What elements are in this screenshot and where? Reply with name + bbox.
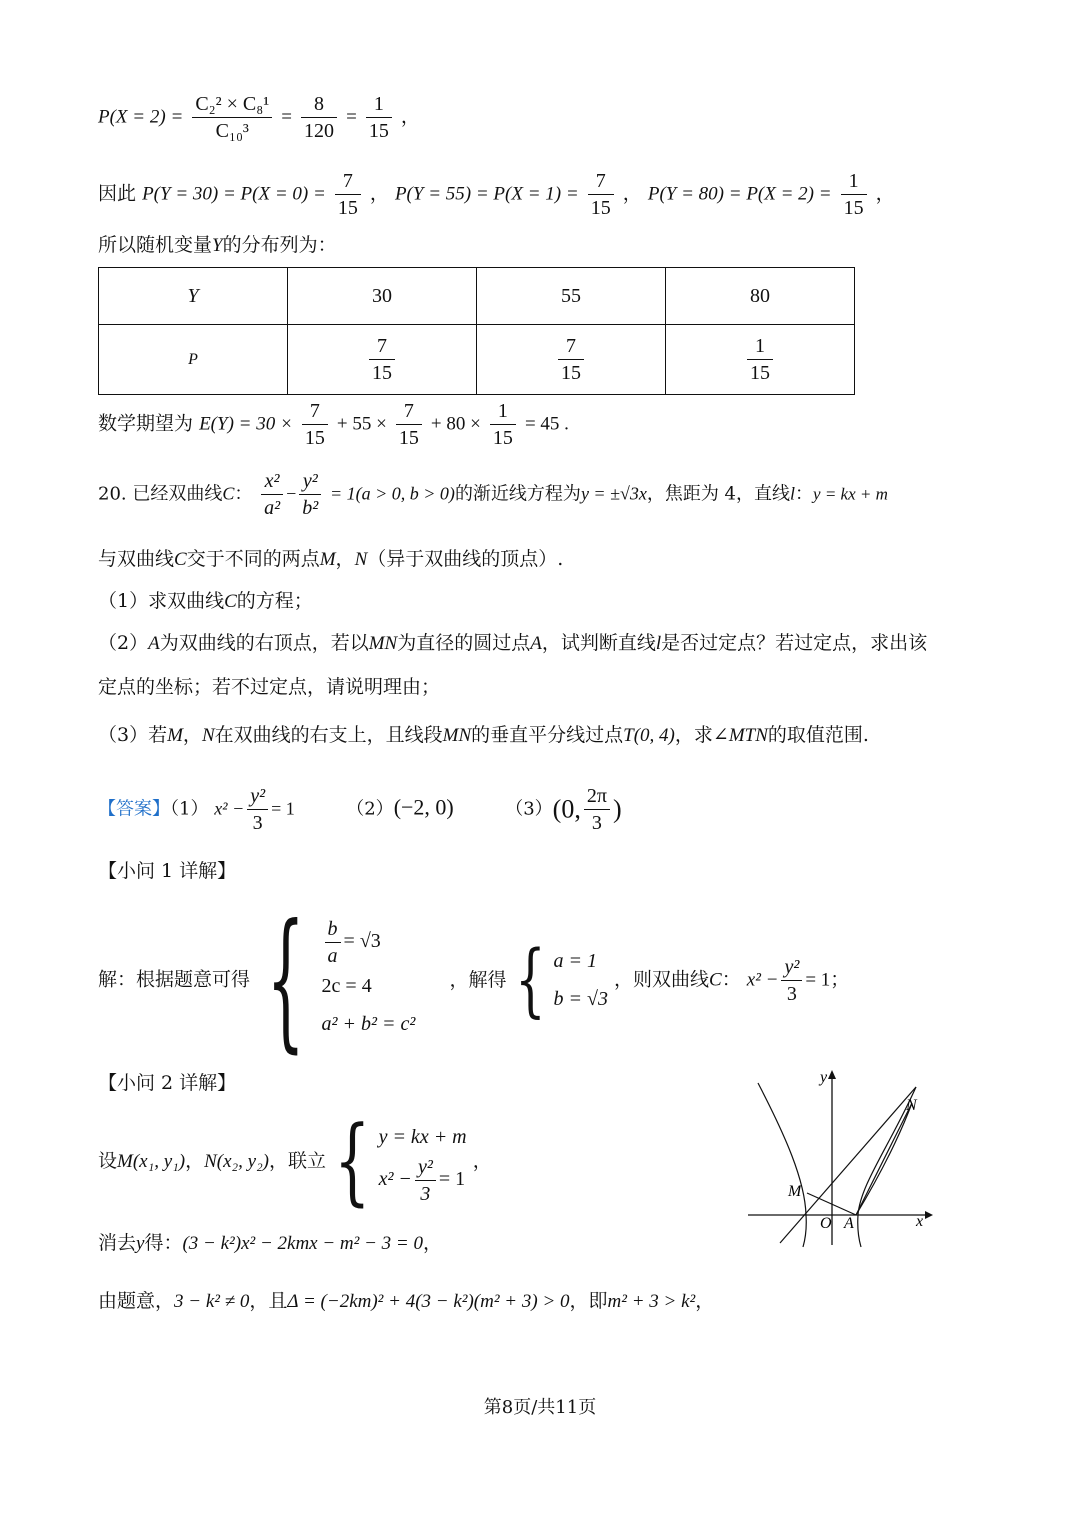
text: ，联立 <box>269 1150 327 1172</box>
solution-system <box>553 942 607 1018</box>
q20-part-1 <box>98 592 313 611</box>
frac-den: 3 <box>591 812 602 834</box>
left-brace: { <box>266 893 305 1067</box>
fraction <box>584 785 610 834</box>
sub2-condition <box>98 1292 714 1311</box>
expr: = 1 <box>438 1168 466 1191</box>
fraction <box>558 335 584 384</box>
text: ，试判断直线 <box>541 632 656 654</box>
var: C <box>222 483 235 504</box>
frac-den: a <box>327 944 338 967</box>
x-axis-label: x <box>916 1213 924 1230</box>
frac-num: 2π <box>584 785 610 810</box>
expr: E(Y) = 30 × <box>199 413 293 435</box>
expr: (−2, 0) <box>393 794 454 820</box>
fraction <box>335 170 361 219</box>
text: 的取值范围. <box>767 724 869 746</box>
fraction <box>302 400 328 449</box>
table-cell: P <box>99 325 288 395</box>
frac-num: 7 <box>335 170 361 195</box>
text: ，即 <box>569 1290 608 1312</box>
answer-line <box>98 785 622 834</box>
var: C <box>224 591 237 612</box>
sub2-title <box>98 1074 236 1093</box>
line-p-x2 <box>98 93 420 142</box>
var-y: Y <box>212 235 223 256</box>
minus: − <box>286 483 297 504</box>
system-row: a² + b² = c² <box>321 1012 416 1035</box>
expr: + 80 × <box>430 413 481 435</box>
origin-label: O <box>820 1215 832 1232</box>
segment-an <box>856 1103 912 1215</box>
equation-system <box>379 1118 467 1205</box>
table-cell: 30 <box>288 268 477 325</box>
text: ： <box>721 968 741 991</box>
var: MN <box>442 725 472 746</box>
text: 由题意， <box>98 1290 175 1312</box>
var: M <box>319 549 336 570</box>
fraction <box>415 1156 436 1205</box>
fraction-1-15 <box>366 93 392 142</box>
text: （3）若 <box>98 724 168 746</box>
frac-den: 15 <box>368 120 389 142</box>
table-cell <box>477 325 666 395</box>
frac-num: y² <box>299 470 321 495</box>
frac-num: 7 <box>558 335 584 360</box>
frac-den: a² <box>264 497 281 519</box>
table-cell <box>666 325 855 395</box>
frac-den: 15 <box>843 197 864 219</box>
text: 的方程； <box>236 590 313 612</box>
expr-3: P(Y = 80) = P(X = 2) = <box>647 183 832 205</box>
answer-tag: 【答案】 <box>98 798 170 820</box>
text: ， <box>335 548 355 570</box>
frac-num: 7 <box>369 335 395 360</box>
expr: = 1 <box>271 798 295 819</box>
q20-part-2 <box>98 634 927 653</box>
var: A <box>148 633 160 654</box>
sub1-solution <box>98 893 850 1067</box>
frac-num: y² <box>781 956 802 981</box>
expr: y = ±√3x <box>580 483 647 504</box>
var: N <box>201 725 215 746</box>
comma: ， <box>400 105 420 128</box>
text: （异于双曲线的顶点）. <box>367 548 564 570</box>
fraction <box>247 785 268 834</box>
left-brace: { <box>514 933 546 1026</box>
text: 交于不同的两点 <box>186 548 320 570</box>
frac-den: 120 <box>304 120 335 142</box>
p-x2-lhs: P(X = 2) = <box>98 106 184 128</box>
table-row <box>99 325 855 395</box>
section-title: 【小问 2 详解】 <box>98 1072 237 1094</box>
text: ： <box>795 483 814 505</box>
fraction <box>747 335 773 384</box>
line-therefore <box>98 170 895 219</box>
expr: y = kx + m <box>813 484 888 504</box>
var: l <box>655 633 662 654</box>
separator: ， <box>875 182 895 205</box>
text: ，则双曲线 <box>614 968 710 991</box>
text: （3） <box>505 798 553 820</box>
frac-den: 15 <box>561 362 581 384</box>
text: 的分布列为： <box>222 234 337 256</box>
frac-den: 15 <box>372 362 392 384</box>
frac-num: 7 <box>588 170 614 195</box>
system-row: y = kx + m <box>378 1126 467 1148</box>
table-row <box>99 268 855 325</box>
text: 与双曲线 <box>98 548 175 570</box>
frac-num: 1 <box>747 335 773 360</box>
frac-den: 15 <box>304 427 325 449</box>
text: 在双曲线的右支上，且线段 <box>214 724 443 746</box>
text: ，解得 <box>449 968 507 991</box>
frac-num: 7 <box>302 400 328 425</box>
expr-2: P(Y = 55) = P(X = 1) = <box>394 183 579 205</box>
page-footer: 第8页/共11页 <box>483 1397 597 1418</box>
expr: ) <box>612 794 622 824</box>
text: 20. 已经双曲线 <box>98 483 223 505</box>
frac-num: C₂² × C₈¹ <box>192 93 272 118</box>
fraction <box>261 470 283 519</box>
sub1-title <box>98 862 236 881</box>
frac-den: 3 <box>420 1183 431 1205</box>
therefore-prefix: 因此 <box>98 182 137 205</box>
table-cell: Y <box>99 268 288 325</box>
eq-sign: = <box>346 106 357 128</box>
line-dist-intro <box>98 236 337 255</box>
text: （1） <box>170 798 209 820</box>
frac-den: 15 <box>337 197 358 219</box>
q20-line-1 <box>98 470 888 519</box>
expr: ∠MTN <box>712 725 768 746</box>
fraction <box>396 400 422 449</box>
frac-num: 1 <box>366 93 392 118</box>
expr: = 1(a > 0, b > 0) <box>330 483 455 504</box>
system-row: b = √3 <box>553 988 608 1010</box>
line-expectation <box>98 400 569 449</box>
text: ，求 <box>674 724 713 746</box>
expr: 3 − k² ≠ 0 <box>174 1291 250 1312</box>
frac-den: 3 <box>786 982 797 1005</box>
section-title: 【小问 1 详解】 <box>98 860 237 882</box>
text: ， <box>472 1150 492 1172</box>
separator: ， <box>622 182 642 205</box>
frac-den: 15 <box>750 362 770 384</box>
frac-num: 7 <box>396 400 422 425</box>
frac-num: b <box>325 918 341 943</box>
expr: (0, <box>552 794 581 824</box>
hyperbola-figure <box>740 1065 940 1255</box>
point-m-label: M <box>788 1183 802 1200</box>
text: ， <box>423 1232 443 1254</box>
point-a-label: A <box>844 1215 854 1232</box>
var: l <box>790 483 796 504</box>
system-row <box>322 918 416 967</box>
text: ， <box>695 1290 715 1312</box>
expr: + 55 × <box>336 413 387 435</box>
frac-den: b² <box>302 497 319 519</box>
expr: (3 − k²)x² − 2kmx − m² − 3 = 0 <box>182 1233 423 1254</box>
text: ， <box>182 724 202 746</box>
fraction <box>781 956 802 1005</box>
fraction <box>490 400 516 449</box>
text: ，焦距为 4，直线 <box>646 483 791 505</box>
combination-fraction <box>192 93 272 142</box>
expr: T(0, 4) <box>623 725 675 746</box>
frac-num: x² <box>261 470 283 495</box>
expr: = 45 . <box>524 413 569 435</box>
frac-num: 1 <box>841 170 867 195</box>
text: 得： <box>144 1232 183 1254</box>
var: C <box>709 969 722 991</box>
left-brace: { <box>334 1106 371 1216</box>
text: 为直径的圆过点 <box>397 632 531 654</box>
frac-den: C₁₀³ <box>215 120 249 142</box>
x-axis-arrow <box>925 1211 933 1219</box>
sub2-eliminate <box>98 1234 442 1253</box>
text: （1）求双曲线 <box>98 590 225 612</box>
var: C <box>174 549 187 570</box>
table-cell: 80 <box>666 268 855 325</box>
frac-num: y² <box>415 1156 436 1181</box>
frac-den: 15 <box>590 197 611 219</box>
var: y <box>136 1233 145 1254</box>
var: N <box>354 549 368 570</box>
expr: x² − <box>214 798 245 819</box>
text: ， <box>185 1150 205 1172</box>
frac-den: 3 <box>252 812 263 834</box>
left-branch <box>758 1083 806 1247</box>
var: A <box>530 633 542 654</box>
point-n-label: N <box>906 1097 917 1114</box>
q20-part-2-cont <box>98 678 440 697</box>
table-cell: 55 <box>477 268 666 325</box>
q20-part-3 <box>98 726 869 745</box>
expr: Δ = (−2km)² + 4(3 − k²)(m² + 3) > 0 <box>287 1291 570 1312</box>
system-row: a = 1 <box>553 950 597 972</box>
text: 的渐近线方程为 <box>454 483 581 505</box>
separator: ， <box>369 182 389 205</box>
frac-num: 1 <box>490 400 516 425</box>
eq-sign: = <box>281 106 292 128</box>
expr: N(x₂, y₂) <box>204 1151 269 1172</box>
expr: = 1； <box>805 969 850 991</box>
frac-den: 15 <box>492 427 513 449</box>
text: ： <box>234 483 253 505</box>
text: 数学期望为 <box>98 412 194 435</box>
text: 的垂直平分线过点 <box>471 724 624 746</box>
expr: = √3 <box>343 929 381 952</box>
text: ，且 <box>249 1290 288 1312</box>
text: 消去 <box>98 1232 137 1254</box>
frac-den: 15 <box>398 427 419 449</box>
text: 定点的坐标；若不过定点，请说明理由； <box>98 676 441 698</box>
y-axis-arrow <box>828 1070 836 1079</box>
expr: x² − <box>746 969 779 991</box>
text: 解：根据题意可得 <box>98 968 251 991</box>
system-row: 2c = 4 <box>321 974 372 997</box>
text: （2） <box>346 798 394 820</box>
equation-system <box>322 918 416 1043</box>
text: 为双曲线的右顶点，若以 <box>159 632 369 654</box>
var: M <box>167 725 183 746</box>
sub2-setup <box>98 1106 492 1216</box>
text: 设 <box>98 1150 118 1172</box>
system-row <box>379 1156 467 1205</box>
text: （2） <box>98 632 149 654</box>
expr: m² + 3 > k² <box>607 1291 696 1312</box>
frac-num: 8 <box>301 93 337 118</box>
expr-1: P(Y = 30) = P(X = 0) = <box>142 183 326 205</box>
fraction <box>369 335 395 384</box>
frac-num: y² <box>247 785 268 810</box>
expr: x² − <box>378 1168 412 1191</box>
fraction <box>325 918 341 967</box>
y-axis-label: y <box>820 1069 828 1086</box>
q20-line-2 <box>98 550 563 569</box>
distribution-table <box>98 267 855 395</box>
fraction <box>299 470 321 519</box>
fraction-8-120 <box>301 93 337 142</box>
text: 所以随机变量 <box>98 234 213 256</box>
var: MN <box>368 633 398 654</box>
fraction <box>841 170 867 219</box>
text: 是否过定点？若过定点，求出该 <box>661 632 928 654</box>
table-cell <box>288 325 477 395</box>
fraction <box>588 170 614 219</box>
expr: M(x₁, y₁) <box>117 1151 186 1172</box>
